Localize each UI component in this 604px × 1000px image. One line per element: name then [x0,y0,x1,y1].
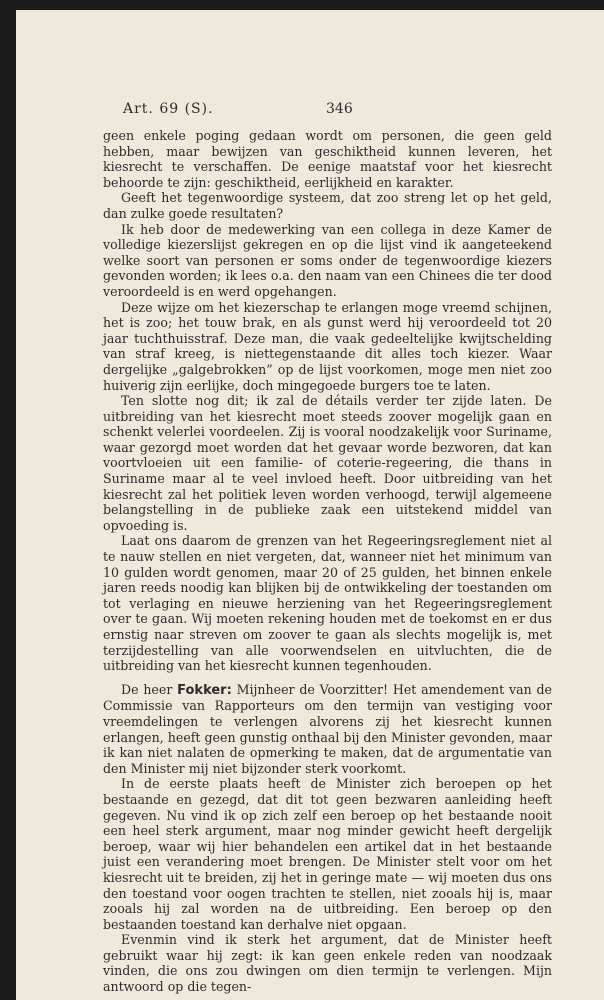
paragraph: Ik heb door de medewerking van een collega in deze Kamer de volledige kiezerslijst gekregen en op die lijst vind ik aangeteekend welke soort van personen er soms onder de tegenwoordige kiezers gevonden worden; ik lees o.a. den naam van een Chinees die ter dood veroordeeld is en werd opgehangen. [103,221,552,299]
speech-paragraph [103,682,552,777]
paragraph: geen enkele poging gedaan wordt om personen, die geen geld hebben, maar bewijzen van geschiktheid kunnen leveren, het kiesrecht te verschaffen. De eenige maatstaf voor het kiesrecht behoorde te zijn: geschiktheid, eerlijkheid en karakter. [103,128,552,190]
page-number: 346 [326,101,353,117]
paragraph: Ten slotte nog dit; ik zal de détails verder ter zijde laten. De uitbreiding van het kiesrecht moet steeds zoover mogelijk gaan en schenkt velerlei voordeelen. Zij is vooral noodzakelijk voor Suriname, waar gezorgd moet worden dat het gevaar worde bezworen, dat kan voortvloeien uit een familie- of coterie-regeering, die thans in Suriname maar al te veel invloed heeft. Door uitbreiding van het kiesrecht zal het politiek leven worden verhoogd, terwijl algemeene belangstelling in de publieke zaak een uitstekend middel van opvoeding is. [103,393,552,533]
paragraph: Deze wijze om het kiezerschap te erlangen moge vreemd schijnen, het is zoo; het touw brak, en als gunst werd hij veroordeeld tot 20 jaar tuchthuisstraf. Deze man, die vaak gedeeltelijke kwijtschelding van straf kreeg, is niettegenstaande dit alles toch kiezer. Waar dergelijke „galgebrokken” op de lijst voorkomen, moge men niet zoo huiverig zijn eerlijke, doch mingegoede burgers toe te laten. [103,299,552,393]
paragraph: Geeft het tegenwoordige systeem, dat zoo streng let op het geld, dan zulke goede resultaten? [103,190,552,221]
paragraph: In de eerste plaats heeft de Minister zich beroepen op het bestaande en gezegd, dat dit tot geen bezwaren aanleiding heeft gegeven. Nu vind ik op zich zelf een beroep op het bestaande nooit een heel sterk argument, maar nog minder gewicht heeft dergelijk beroep, waar wij hier behandelen een artikel dat in het bestaande juist een verandering moet brengen. De Minister stelt voor om het kiesrecht uit te breiden, zij het in geringe mate — wij moeten dus ons den toestand voor oogen trachten te stellen, niet zooals hij is, maar zooals hij zal worden na de uitbreiding. Een beroep op den bestaanden toestand kan derhalve niet opgaan. [103,776,552,932]
article-reference: Art. 69 (S). [123,101,214,117]
paragraph: Laat ons daarom de grenzen van het Regeeringsreglement niet al te nauw stellen en niet vergeten, dat, wanneer niet het minimum van 10 gulden wordt genomen, maar 20 of 25 gulden, het binnen enkele jaren reeds noodig kan blijken bij de ontwikkeling der toestanden om tot verlaging en nieuwe herziening van het Regeeringsreglement over te gaan. Wij moeten rekening houden met de toekomst en er dus ernstig naar streven om zoover te gaan als slechts mogelijk is, met terzijdestelling van alle voorwendselen en uitvluchten, die de uitbreiding van het kiesrecht kunnen tegenhouden. [103,533,552,674]
speaker-name: Fokker: [177,682,232,698]
paragraph: Evenmin vind ik sterk het argument, dat de Minister heeft gebruikt waar hij zegt: ik kan geen enkele reden van noodzaak vinden, die ons zou dwingen om dien termijn te verlengen. Mijn antwoord op die tegen- [103,932,552,995]
body-text [103,128,552,995]
running-header [123,101,565,125]
speech-opening: Mijnheer de Voorzitter! Het amendement van de Commissie van Rapporteurs om den termijn van vestiging voor vreemdelingen te verlengen alvorens zij het kiesrecht kunnen erlangen, heeft geen gunstig onthaal bij den Minister gevonden, maar ik kan niet nalaten de opmerking te maken, dat de argumentatie van den Minister mij niet bijzonder sterk voorkomt. [103,681,553,776]
speaker-prefix: De heer [121,681,178,697]
